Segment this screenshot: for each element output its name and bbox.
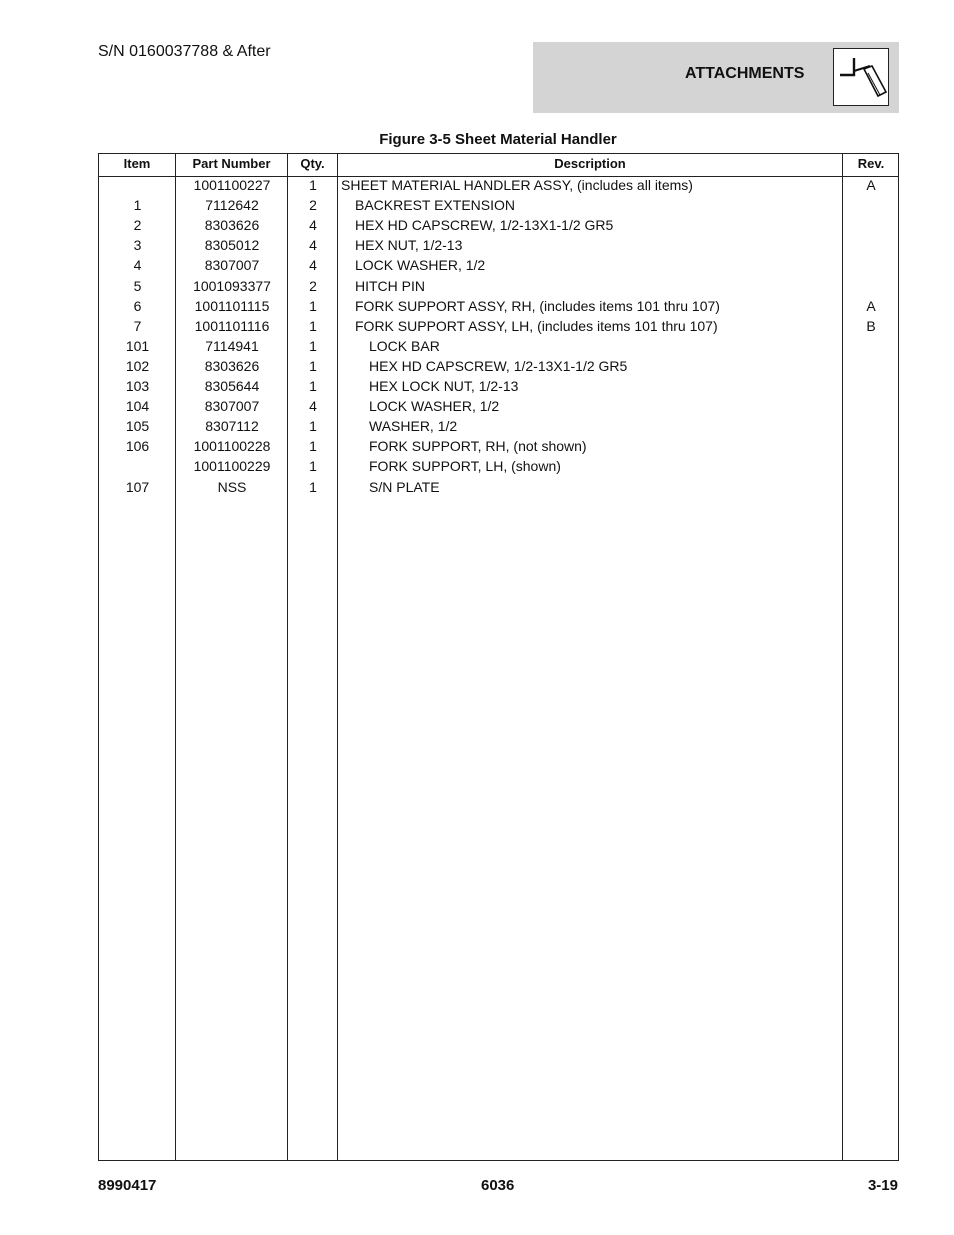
description-cell: FORK SUPPORT ASSY, LH, (includes items 101 thru 107): [355, 317, 718, 334]
rev-cell: A: [866, 177, 876, 193]
description-cell: LOCK WASHER, 1/2: [369, 398, 500, 415]
item-cell: 104: [125, 398, 150, 415]
table-row: [99, 456, 898, 476]
qty-cell: 1: [309, 378, 317, 394]
item-cell: 102: [125, 357, 150, 374]
description-cell: LOCK WASHER, 1/2: [355, 257, 486, 274]
footer-page-number: 3-19: [867, 1177, 898, 1194]
item-cell: 101: [125, 337, 150, 354]
description-cell: LOCK BAR: [369, 337, 440, 354]
part-number-cell: 8307007: [204, 398, 260, 415]
qty-cell: 1: [309, 418, 317, 435]
part-number-cell: 7114941: [205, 337, 259, 354]
item-cell: 105: [125, 418, 150, 435]
item-cell: 106: [125, 438, 150, 455]
qty-cell: 1: [309, 317, 317, 334]
item-cell: 5: [133, 277, 142, 294]
description-cell: SHEET MATERIAL HANDLER ASSY, (includes all items): [341, 177, 693, 193]
rev-cell: A: [866, 297, 876, 314]
item-cell: 1: [133, 197, 142, 214]
part-number-cell: 1001101116: [194, 317, 270, 334]
figure-title: Figure 3-5 Sheet Material Handler: [379, 131, 617, 148]
rev-cell: B: [866, 317, 876, 334]
part-number-cell: 1001093377: [193, 277, 271, 294]
part-number-cell: 8307007: [204, 257, 260, 274]
part-number-cell: 1001100228: [193, 438, 271, 455]
part-number-cell: NSS: [217, 478, 247, 495]
part-number-cell: 1001100229: [193, 458, 271, 475]
column-header-description: Description: [554, 156, 626, 171]
section-title: ATTACHMENTS: [685, 65, 805, 82]
item-cell: 4: [133, 257, 142, 274]
serial-number-range: S/N 0160037788 & After: [98, 43, 271, 60]
footer-manual-number: 8990417: [98, 1177, 157, 1194]
part-number-cell: 8305644: [204, 378, 260, 394]
parts-table: [98, 153, 899, 1161]
table-row: [99, 376, 898, 396]
table-row: [99, 235, 898, 255]
table-row: [99, 436, 898, 456]
description-cell: HEX HD CAPSCREW, 1/2-13X1-1/2 GR5: [355, 217, 614, 234]
qty-cell: 1: [309, 478, 317, 495]
table-row: [99, 416, 898, 436]
item-cell: 3: [133, 237, 142, 254]
column-header-qty: Qty.: [300, 156, 325, 171]
item-cell: 2: [133, 217, 142, 234]
column-header-part-number: Part Number: [192, 156, 271, 171]
qty-cell: 1: [309, 297, 317, 314]
table-row: [99, 215, 898, 235]
item-cell: 103: [125, 378, 150, 394]
table-row: [99, 356, 898, 376]
qty-cell: 2: [309, 197, 317, 214]
part-number-cell: 8307112: [205, 418, 259, 435]
footer-model: 6036: [481, 1177, 515, 1194]
part-number-cell: 8303626: [204, 357, 260, 374]
section-tab: [533, 42, 899, 113]
item-cell: 6: [133, 297, 142, 314]
item-cell: 107: [125, 478, 150, 495]
description-cell: HEX NUT, 1/2-13: [355, 237, 463, 254]
qty-cell: 4: [309, 398, 317, 415]
description-cell: WASHER, 1/2: [369, 418, 458, 435]
part-number-cell: 1001101115: [194, 297, 270, 314]
item-cell: 7: [133, 317, 142, 334]
qty-cell: 4: [309, 217, 317, 234]
part-number-cell: 1001100227: [193, 177, 271, 193]
qty-cell: 1: [309, 357, 317, 374]
table-row: [99, 255, 898, 275]
description-cell: FORK SUPPORT, RH, (not shown): [369, 438, 587, 455]
description-cell: FORK SUPPORT, LH, (shown): [369, 458, 561, 475]
table-row: [99, 296, 898, 316]
column-header-item: Item: [123, 156, 151, 171]
description-cell: HITCH PIN: [355, 277, 425, 294]
qty-cell: 1: [309, 458, 317, 475]
qty-cell: 4: [309, 257, 317, 274]
qty-cell: 4: [309, 237, 317, 254]
part-number-cell: 7112642: [205, 197, 259, 214]
qty-cell: 1: [309, 177, 317, 193]
description-cell: HEX LOCK NUT, 1/2-13: [369, 378, 519, 394]
description-cell: HEX HD CAPSCREW, 1/2-13X1-1/2 GR5: [369, 357, 628, 374]
table-row: [99, 195, 898, 215]
qty-cell: 1: [309, 337, 317, 354]
table-row: [99, 175, 898, 195]
qty-cell: 2: [309, 277, 317, 294]
part-number-cell: 8303626: [204, 217, 260, 234]
table-row: [99, 336, 898, 356]
description-cell: BACKREST EXTENSION: [355, 197, 516, 214]
column-header-rev: Rev.: [857, 156, 885, 171]
table-row: [99, 396, 898, 416]
telehandler-fork-icon: [833, 48, 889, 106]
table-row: [99, 477, 898, 497]
qty-cell: 1: [309, 438, 317, 455]
part-number-cell: 8305012: [204, 237, 260, 254]
description-cell: FORK SUPPORT ASSY, RH, (includes items 101 thru 107): [355, 297, 720, 314]
table-row: [99, 276, 898, 296]
table-row: [99, 316, 898, 336]
description-cell: S/N PLATE: [369, 478, 440, 495]
